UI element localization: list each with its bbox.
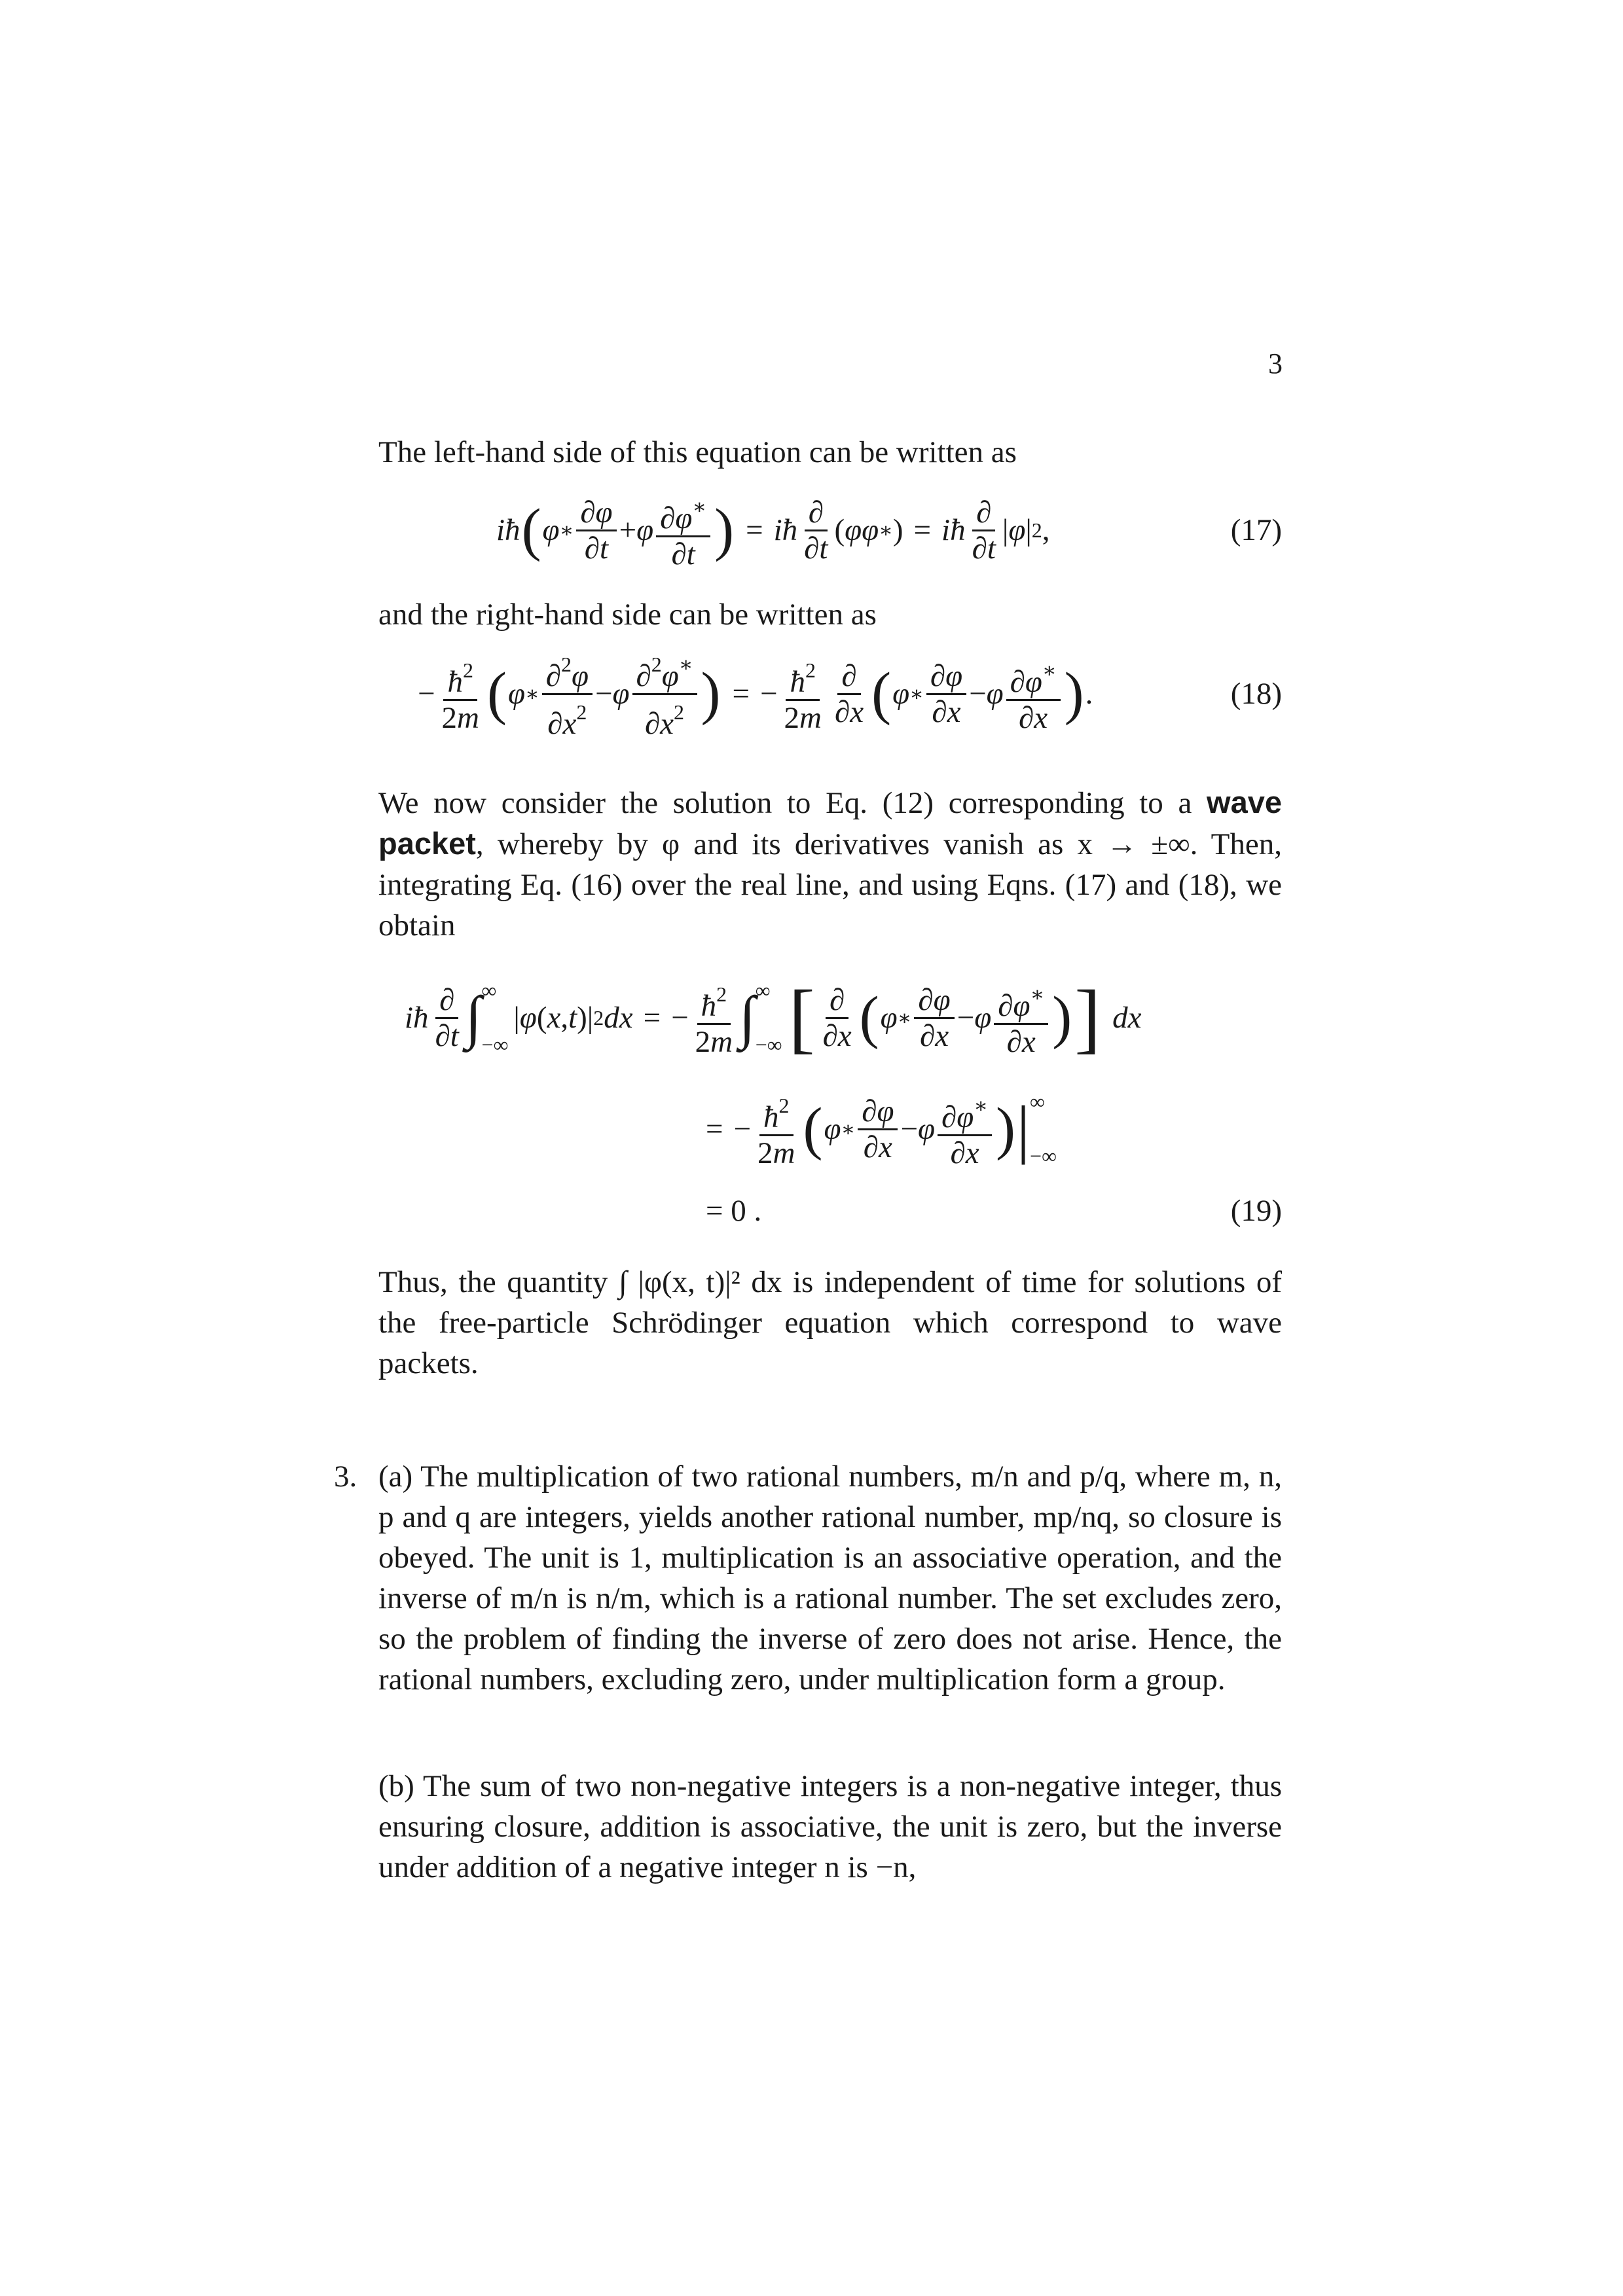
equation-17 (378, 491, 1282, 569)
page-number: 3 (1268, 348, 1283, 380)
paragraph-wave-packet (378, 782, 1282, 946)
paragraph-conclusion (378, 1262, 1282, 1384)
item-3a-text: (a) The multiplication of two rational numbers, m/n and p/q, where m, n, p and q are integers, yields another rational number, mp/nq, so closure is obeyed. The unit is 1, multiplication is an associative operation, and the inverse of m/n is n/m, which is a rational number. The set excludes zero, so the problem of finding the inverse of zero does not arise. Hence, the rational numbers, excluding zero, under multiplication form a group. (378, 1460, 1282, 1696)
equation-19-line-3-body: = 0 . (706, 1194, 762, 1228)
equation-18-body: − $\frac{ħ^2}{2m}$ ( φ ∗ $\frac{\partial^2\varphi}{\partial x^2}$ − φ $\frac{\partial^2\varphi^∗}{\partial x^2}$ ) = − $\frac{ħ^2}{2m}$ $\frac{\partial}{\partial x}$ ( φ ∗ $\frac{\partial\varphi}{\partial x}$ − φ $\frac{\partial\varphi^∗}{\partial x}$ ) . (418, 655, 1093, 733)
equation-19-line-2-body: = − $\frac{ħ^2}{2m}$ ( φ ∗ $\frac{\partial\varphi}{\partial x}$ − φ $\frac{\partial\varphi^∗}{\partial x}$ ) | ∞ −∞ (706, 1080, 1062, 1178)
paragraph-text (378, 782, 1282, 946)
equation-19-line-1 (378, 969, 1282, 1067)
equation-19-line-1-body: iħ $\frac{\partial}{\partial t}$ ∫ ∞ −∞ | φ ( x , t )| 2 dx = − $\frac{ħ^2}{2m}$ ∫ ∞ −∞ [ $\frac{\partial}{\partial x}$ ( φ ∗ $\frac{\partial\varphi}{\partial x}$ − φ $\frac{\partial\varphi^∗}{\partial x}$ ) ] dx (405, 974, 1142, 1061)
equation-19-line-3 (378, 1185, 1282, 1237)
paragraph-lhs-intro (378, 432, 1282, 473)
paragraph-text-post: , whereby by φ and its derivatives vanish as x → ±∞. Then, integrating Eq. (16) over the real line, and using Eqns. (17) and (18), we obtain (378, 827, 1282, 942)
wave-packet-term: wave packet (378, 785, 1282, 861)
paragraph-text: The left-hand side of this equation can be written as (378, 435, 1017, 469)
equation-19-line-2 (378, 1080, 1282, 1178)
equation-17-number: (17) (1230, 513, 1282, 547)
solution-item-3 (334, 1456, 1282, 1700)
paragraph-text: and the right-hand side can be written as (378, 598, 877, 632)
equation-18-number: (18) (1230, 677, 1282, 711)
solution-item-3b (334, 1766, 1282, 1888)
equation-18 (378, 652, 1282, 741)
item-label: 3. (334, 1460, 357, 1494)
equation-17-body: iħ ( φ ∗ $\frac{\partial\varphi}{\partial t}$ + φ $\frac{\partial\varphi^∗}{\partial t}$ ) = iħ $\frac{\partial}{\partial t}$ ( φφ ∗ ) = iħ $\frac{\partial}{\partial t}$ | φ | 2 , (496, 491, 1050, 569)
paragraph-text: Thus, the quantity ∫ |φ(x, t)|² dx is independent of time for solutions of the free-particle Schrödinger equation which correspond to wave packets. (378, 1265, 1282, 1380)
item-3b-text: (b) The sum of two non-negative integers is a non-negative integer, thus ensuring closure, addition is associative, the unit is zero, but the inverse under addition of a negative integer n is −n, (378, 1769, 1282, 1884)
paragraph-text-pre: We now consider the solution to Eq. (12) corresponding to a (378, 786, 1192, 820)
paragraph-rhs-intro (378, 594, 1282, 635)
equation-19-number: (19) (1230, 1194, 1282, 1228)
